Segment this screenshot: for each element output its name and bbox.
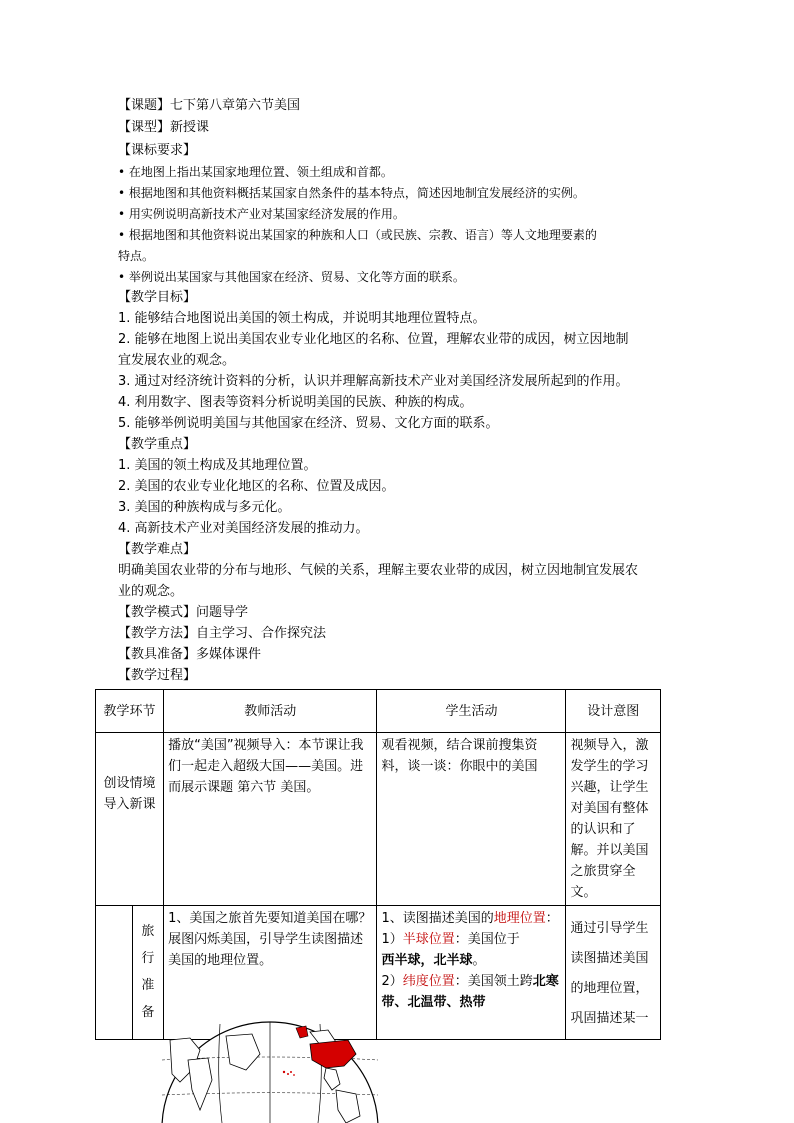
table-row (96, 733, 661, 906)
standard-item: • 根据地图和其他资料概括某国家自然条件的基本特点，简述因地制宜发展经济的实例。 (118, 186, 585, 200)
goal-item: 5. 能够举例说明美国与其他国家在经济、贸易、文化方面的联系。 (118, 416, 499, 431)
teacher-cell: 1、美国之旅首先要知道美国在哪？展图闪烁美国，引导学生读图描述美国的地理位置。 (164, 906, 377, 1040)
standards-title: 【课标要求】 (118, 143, 197, 158)
standard-item: • 在地图上指出某国家地理位置、领土组成和首都。 (118, 165, 393, 179)
intent-cell: 视频导入，激发学生的学习兴趣，让学生对美国有整体的认识和了解。并以美国之旅贯穿全文。 (566, 733, 661, 906)
student-cell: 观看视频，结合课前搜集资料，谈一谈：你眼中的美国 (377, 733, 566, 906)
key-point-item: 4. 高新技术产业对美国经济发展的推动力。 (118, 521, 369, 536)
key-point-item: 2. 美国的农业专业化地区的名称、位置及成因。 (118, 479, 395, 494)
stage-sub-cell: 旅行准备 (132, 906, 164, 1040)
key-point-item: 1. 美国的领土构成及其地理位置。 (118, 458, 317, 473)
standard-item: • 用实例说明高新技术产业对某国家经济发展的作用。 (118, 207, 405, 221)
goal-item: 4. 利用数字、图表等资料分析说明美国的民族、种族的构成。 (118, 395, 473, 410)
difficulty-item: 业的观念。 (118, 584, 184, 599)
teacher-cell: 播放“美国”视频导入：本节课让我们一起走入超级大国——美国。进而展示课题 第六节 美国。 (164, 733, 377, 906)
table-header-row (96, 690, 661, 733)
highlight-text: 纬度位置 (402, 974, 455, 989)
key-points-title: 【教学重点】 (118, 437, 197, 452)
intent-cell: 通过引导学生读图描述美国的地理位置，巩固描述某一 (566, 906, 661, 1040)
stage-cell: 创设情境导入新课 (96, 733, 164, 906)
key-point-item: 3. 美国的种族构成与多元化。 (118, 500, 291, 515)
stage-blank-cell (96, 906, 133, 1040)
highlight-text: 地理位置 (493, 911, 546, 926)
header-intent: 设计意图 (566, 690, 661, 733)
difficulty-item: 明确美国农业带的分布与地形、气候的关系，理解主要农业带的成因，树立因地制宜发展农 (118, 563, 639, 578)
goals-title: 【教学目标】 (118, 290, 197, 305)
lesson-type: 【课型】新授课 (118, 120, 210, 135)
header-stage: 教学环节 (96, 690, 164, 733)
standard-item: • 根据地图和其他资料说出某国家的种族和人口（或民族、宗教、语言）等人文地理要素的 (118, 228, 597, 242)
teaching-mode: 【教学模式】问题导学 (118, 605, 249, 620)
lesson-process-table (95, 689, 661, 1040)
process-title: 【教学过程】 (118, 668, 197, 683)
goal-item: 2. 能够在地图上说出美国农业专业化地区的名称、位置，理解农业带的成因，树立因地制 (118, 332, 629, 347)
goal-item: 3. 通过对经济统计资料的分析，认识并理解高新技术产业对美国经济发展所起到的作用。 (118, 374, 629, 389)
standard-item: • 举例说出某国家与其他国家在经济、贸易、文化等方面的联系。 (118, 270, 465, 284)
standard-item: 特点。 (118, 249, 155, 263)
world-map-image (160, 1020, 380, 1123)
difficulties-title: 【教学难点】 (118, 542, 197, 557)
lesson-topic: 【课题】七下第八章第六节美国 (118, 98, 301, 113)
teaching-tools: 【教具准备】多媒体课件 (118, 647, 262, 662)
bold-answer: 北寒带、北温带、热带 (381, 974, 559, 1010)
student-cell: 1、读图描述美国的地理位置： 1）半球位置：美国位于 西半球，北半球。 2）纬度位置：美国领土跨北寒带、北温带、热带 (377, 906, 566, 1040)
header-student: 学生活动 (377, 690, 566, 733)
goal-item: 宜发展农业的观念。 (118, 353, 236, 368)
header-teacher: 教师活动 (164, 690, 377, 733)
highlight-text: 半球位置 (402, 932, 455, 947)
bold-answer: 西半球，北半球 (381, 953, 473, 968)
teaching-method: 【教学方法】自主学习、合作探究法 (118, 626, 327, 641)
goal-item: 1. 能够结合地图说出美国的领土构成，并说明其地理位置特点。 (118, 311, 486, 326)
